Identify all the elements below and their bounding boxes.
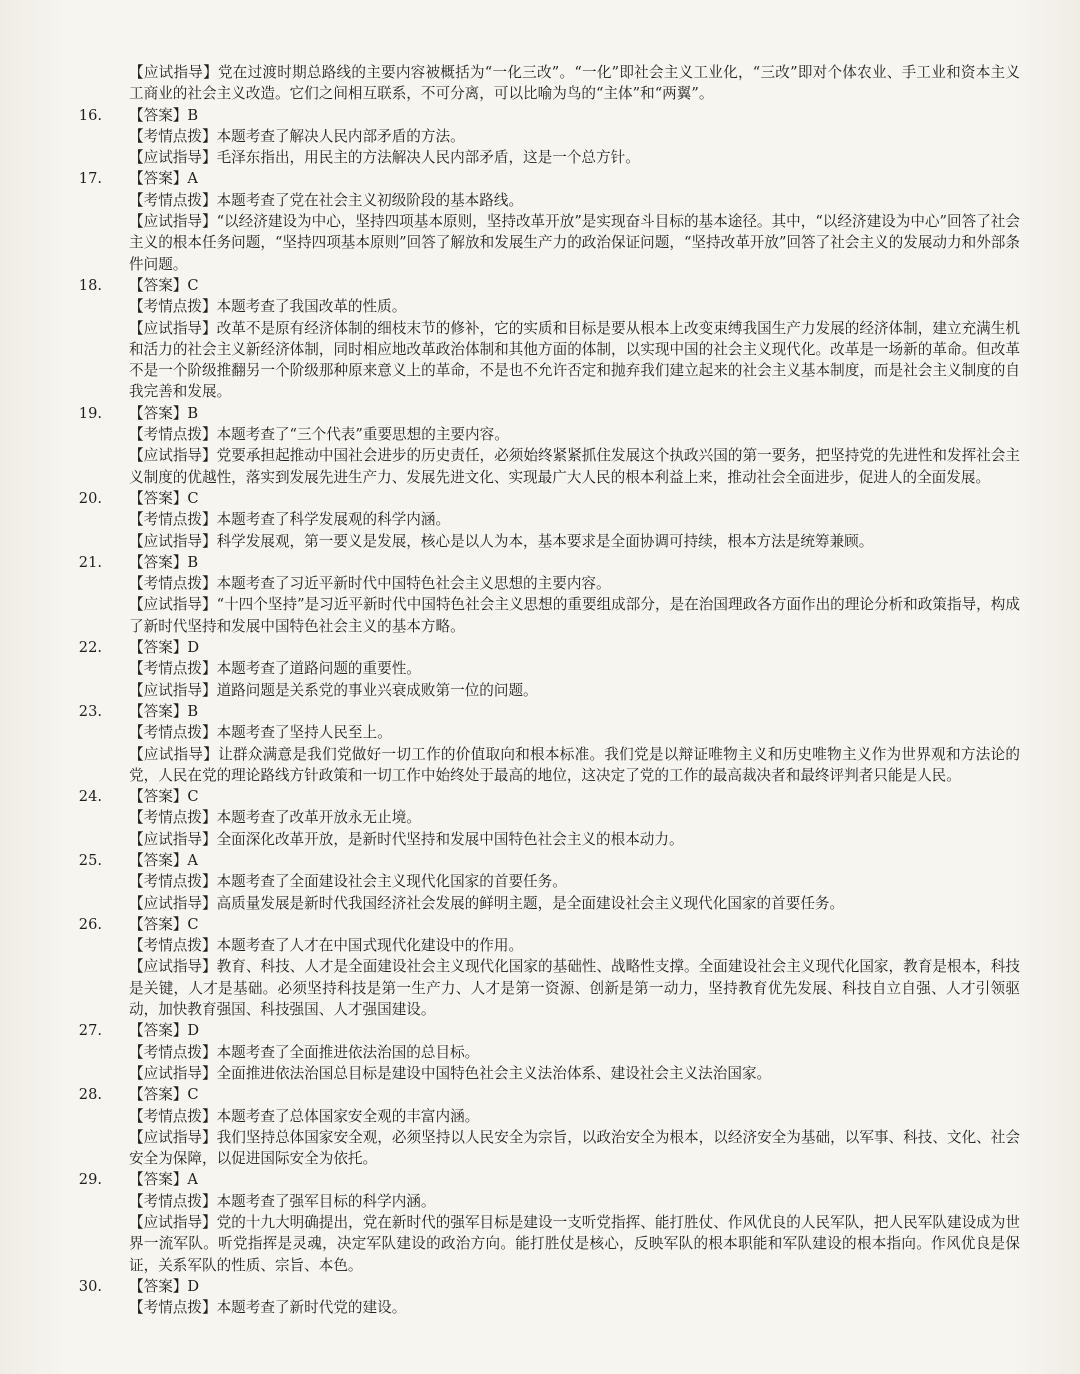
- point-label: 【考情点拨】: [129, 873, 217, 891]
- question-number: 27.: [78, 1022, 102, 1040]
- exam-guide: [106, 829, 1022, 850]
- exam-point: [106, 424, 1022, 445]
- guide-text: 道路问题是关系党的事业兴衰成败第一位的问题。: [216, 681, 538, 699]
- answer-item: [78, 488, 1022, 552]
- question-number: 26.: [78, 915, 102, 933]
- exam-guide: [106, 211, 1022, 275]
- answer-item: [78, 403, 1022, 488]
- answer-line: [78, 786, 1022, 807]
- answer-line: [78, 403, 1022, 424]
- exam-point: [106, 190, 1022, 211]
- answer-label: 【答案】: [129, 639, 188, 657]
- answer-choice: A: [187, 1171, 198, 1189]
- guide-text: 全面深化改革开放，是新时代坚持和发展中国特色社会主义的根本动力。: [216, 830, 684, 848]
- question-number: 18.: [78, 276, 102, 294]
- guide-label: 【应试指导】: [129, 149, 217, 167]
- guide-label: 【应试指导】: [129, 958, 217, 976]
- point-text: 本题考查了全面建设社会主义现代化国家的首要任务。: [216, 873, 567, 891]
- answer-item: [78, 637, 1022, 701]
- guide-label: 【应试指导】: [129, 894, 217, 912]
- question-number: 24.: [78, 788, 102, 806]
- answer-line: [78, 701, 1022, 722]
- answer-label: 【答案】: [129, 702, 188, 720]
- intro-guide: [106, 62, 1022, 105]
- answer-label: 【答案】: [129, 553, 188, 571]
- answer-item: [78, 552, 1022, 637]
- exam-point: [106, 871, 1022, 892]
- point-text: 本题考查了全面推进依法治国的总目标。: [216, 1043, 480, 1061]
- answer-choice: D: [187, 639, 200, 657]
- guide-text: 党要承担起推动中国社会进步的历史责任，必须始终紧紧抓住发展这个执政兴国的第一要务，把坚持党的先进性和发挥社会主义制度的优越性，落实到发展先进生产力、发展先进文化、实现最广大人民的根本利益上来，推动社会全面进步，促进人的全面发展。: [129, 447, 1020, 486]
- guide-text: 全面推进依法治国总目标是建设中国特色社会主义法治体系、建设社会主义法治国家。: [216, 1064, 772, 1082]
- point-text: 本题考查了党在社会主义初级阶段的基本路线。: [216, 191, 524, 209]
- guide-label: 【应试指导】: [129, 1214, 217, 1232]
- guide-text: 改革不是原有经济体制的细枝末节的修补，它的实质和目标是要从根本上改变束缚我国生产力发展的经济体制，建立充满生机和活力的社会主义新经济体制，同时相应地改革政治体制和其他方面的体制，以实现中国的社会主义现代化。改革是一场新的革命。但改革不是一个阶级推翻另一个阶级那种原来意义上的革命，不是也不允许否定和抛弃我们建立起来的社会主义基本制度，而是社会主义制度的自我完善和发展。: [129, 319, 1020, 401]
- point-label: 【考情点拨】: [129, 1107, 217, 1125]
- point-text: 本题考查了总体国家安全观的丰富内涵。: [216, 1107, 480, 1125]
- exam-guide: [106, 531, 1022, 552]
- exam-point: [106, 807, 1022, 828]
- point-label: 【考情点拨】: [129, 511, 217, 529]
- guide-label: 【应试指导】: [129, 596, 217, 614]
- question-number: 29.: [78, 1171, 102, 1189]
- question-number: 20.: [78, 489, 102, 507]
- guide-text: 毛泽东指出，用民主的方法解决人民内部矛盾，这是一个总方针。: [216, 149, 640, 167]
- answer-key-content: [78, 62, 1022, 1319]
- answer-choice: D: [187, 1022, 200, 1040]
- guide-text: 党在过渡时期总路线的主要内容被概括为“一化三改”。“一化”即社会主义工业化，“三改”即对个体农业、手工业和资本主义工商业的社会主义改造。它们之间相互联系，不可分离，可以比喻为鸟的“主体”和“两翼”。: [129, 64, 1020, 103]
- point-label: 【考情点拨】: [129, 1299, 217, 1317]
- exam-guide: [106, 1063, 1022, 1084]
- answer-label: 【答案】: [129, 1022, 188, 1040]
- answer-item: [78, 1084, 1022, 1169]
- question-number: 25.: [78, 851, 102, 869]
- answer-item: [78, 168, 1022, 274]
- point-label: 【考情点拨】: [129, 937, 217, 955]
- point-label: 【考情点拨】: [129, 724, 217, 742]
- answer-item: [78, 1020, 1022, 1084]
- exam-guide: [106, 147, 1022, 168]
- answer-label: 【答案】: [129, 1171, 188, 1189]
- point-label: 【考情点拨】: [129, 1043, 217, 1061]
- exam-guide: [106, 594, 1022, 637]
- answer-choice: B: [187, 553, 199, 571]
- exam-guide: [106, 893, 1022, 914]
- point-label: 【考情点拨】: [129, 809, 217, 827]
- guide-label: 【应试指导】: [129, 1128, 217, 1146]
- answer-label: 【答案】: [129, 276, 188, 294]
- question-number: 19.: [78, 404, 102, 422]
- exam-guide: [106, 445, 1022, 488]
- exam-point: [106, 1106, 1022, 1127]
- exam-point: [106, 1297, 1022, 1318]
- point-text: 本题考查了我国改革的性质。: [216, 298, 407, 316]
- guide-label: 【应试指导】: [129, 1064, 217, 1082]
- question-number: 28.: [78, 1086, 102, 1104]
- guide-text: 让群众满意是我们党做好一切工作的价值取向和根本标准。我们党是以辩证唯物主义和历史唯物主义作为世界观和方法论的党，人民在党的理论路线方针政策和一切工作中始终处于最高的地位，这决定了党的工作的最高裁决者和最终评判者只能是人民。: [129, 745, 1020, 784]
- answer-choice: C: [187, 1086, 199, 1104]
- answer-item: [78, 701, 1022, 786]
- answer-choice: B: [187, 702, 199, 720]
- guide-text: “十四个坚持”是习近平新时代中国特色社会主义思想的重要组成部分，是在治国理政各方面作出的理论分析和政策指导，构成了新时代坚持和发展中国特色社会主义的基本方略。: [129, 596, 1020, 635]
- answer-label: 【答案】: [129, 915, 188, 933]
- answer-label: 【答案】: [129, 788, 188, 806]
- guide-text: 党的十九大明确提出，党在新时代的强军目标是建设一支听党指挥、能打胜仗、作风优良的人民军队，把人民军队建设成为世界一流军队。听党指挥是灵魂，决定军队建设的政治方向。能打胜仗是核心，反映军队的根本职能和军队建设的根本指向。作风优良是保证，关系军队的性质、宗旨、本色。: [129, 1214, 1020, 1274]
- answer-label: 【答案】: [129, 404, 188, 422]
- answer-line: [78, 1276, 1022, 1297]
- guide-label: 【应试指导】: [129, 532, 217, 550]
- point-label: 【考情点拨】: [129, 1192, 217, 1210]
- exam-point: [106, 1191, 1022, 1212]
- guide-label: 【应试指导】: [129, 745, 219, 763]
- answer-line: [78, 105, 1022, 126]
- answer-label: 【答案】: [129, 170, 188, 188]
- answer-choice: B: [187, 106, 199, 124]
- answer-line: [78, 168, 1022, 189]
- answer-label: 【答案】: [129, 489, 188, 507]
- guide-label: 【应试指导】: [129, 447, 217, 465]
- exam-point: [106, 935, 1022, 956]
- guide-text: 教育、科技、人才是全面建设社会主义现代化国家的基础性、战略性支撑。全面建设社会主义现代化国家，教育是根本，科技是关键，人才是基础。必须坚持科技是第一生产力、人才是第一资源、创新是第一动力，坚持教育优先发展、科技自立自强、人才引领驱动，加快教育强国、科技强国、人才强国建设。: [129, 958, 1020, 1019]
- answer-label: 【答案】: [129, 1277, 188, 1295]
- answer-label: 【答案】: [129, 1086, 188, 1104]
- answer-label: 【答案】: [129, 851, 188, 869]
- exam-guide: [106, 1127, 1022, 1170]
- guide-text: 高质量发展是新时代我国经济社会发展的鲜明主题，是全面建设社会主义现代化国家的首要任务。: [216, 894, 845, 912]
- answer-line: [78, 1020, 1022, 1041]
- guide-label: 【应试指导】: [129, 319, 217, 337]
- exam-guide: [106, 1212, 1022, 1276]
- exam-point: [106, 126, 1022, 147]
- guide-label: 【应试指导】: [129, 830, 217, 848]
- question-number: 22.: [78, 639, 102, 657]
- answer-choice: C: [187, 788, 199, 806]
- point-text: 本题考查了道路问题的重要性。: [216, 660, 421, 678]
- answer-item: [78, 275, 1022, 403]
- answer-line: [78, 1084, 1022, 1105]
- point-text: 本题考查了科学发展观的科学内涵。: [216, 511, 451, 529]
- answer-line: [78, 850, 1022, 871]
- point-text: 本题考查了“三个代表”重要思想的主要内容。: [216, 426, 509, 444]
- answer-item: [78, 105, 1022, 169]
- exam-point: [106, 722, 1022, 743]
- answer-line: [78, 1169, 1022, 1190]
- answer-list: [78, 105, 1022, 1319]
- point-text: 本题考查了习近平新时代中国特色社会主义思想的主要内容。: [216, 575, 611, 593]
- answer-choice: C: [187, 276, 199, 294]
- answer-line: [78, 488, 1022, 509]
- exam-point: [106, 296, 1022, 317]
- question-number: 17.: [78, 170, 102, 188]
- answer-line: [78, 637, 1022, 658]
- answer-choice: C: [187, 915, 199, 933]
- answer-choice: B: [187, 404, 199, 422]
- answer-choice: C: [187, 489, 199, 507]
- question-number: 23.: [78, 702, 102, 720]
- answer-line: [78, 914, 1022, 935]
- guide-label: 【应试指导】: [129, 64, 218, 81]
- point-text: 本题考查了强军目标的科学内涵。: [216, 1192, 436, 1210]
- point-text: 本题考查了解决人民内部矛盾的方法。: [216, 127, 465, 145]
- guide-text: 我们坚持总体国家安全观，必须坚持以人民安全为宗旨，以政治安全为根本，以经济安全为基础，以军事、科技、文化、社会安全为保障，以促进国际安全为依托。: [129, 1128, 1020, 1168]
- answer-line: [78, 552, 1022, 573]
- exam-guide: [106, 956, 1022, 1020]
- point-text: 本题考查了人才在中国式现代化建设中的作用。: [216, 937, 524, 955]
- point-label: 【考情点拨】: [129, 660, 217, 678]
- answer-item: [78, 914, 1022, 1020]
- point-text: 本题考查了坚持人民至上。: [216, 724, 392, 742]
- answer-item: [78, 786, 1022, 850]
- exam-guide: [106, 680, 1022, 701]
- exam-point: [106, 658, 1022, 679]
- exam-point: [106, 1042, 1022, 1063]
- point-label: 【考情点拨】: [129, 298, 217, 316]
- exam-guide: [106, 318, 1022, 403]
- answer-choice: A: [187, 851, 198, 869]
- exam-point: [106, 509, 1022, 530]
- guide-text: 科学发展观，第一要义是发展，核心是以人为本，基本要求是全面协调可持续，根本方法是统筹兼顾。: [216, 532, 874, 550]
- point-label: 【考情点拨】: [129, 127, 217, 145]
- question-number: 30.: [78, 1277, 102, 1295]
- point-label: 【考情点拨】: [129, 575, 217, 593]
- exam-point: [106, 573, 1022, 594]
- question-number: 21.: [78, 553, 102, 571]
- point-label: 【考情点拨】: [129, 191, 217, 209]
- answer-choice: D: [187, 1277, 200, 1295]
- guide-text: “以经济建设为中心，坚持四项基本原则，坚持改革开放”是实现奋斗目标的基本途径。其中，“以经济建设为中心”回答了社会主义的根本任务问题，“坚持四项基本原则”回答了解放和发展生产力的政治保证问题，“坚持改革开放”回答了社会主义的发展动力和外部条件问题。: [129, 213, 1020, 273]
- point-label: 【考情点拨】: [129, 426, 217, 444]
- point-text: 本题考查了改革开放永无止境。: [216, 809, 421, 827]
- answer-choice: A: [187, 170, 198, 188]
- guide-label: 【应试指导】: [129, 681, 217, 699]
- answer-label: 【答案】: [129, 106, 188, 124]
- answer-line: [78, 275, 1022, 296]
- point-text: 本题考查了新时代党的建设。: [216, 1299, 407, 1317]
- answer-item: [78, 1276, 1022, 1319]
- exam-guide: [106, 744, 1022, 787]
- answer-item: [78, 1169, 1022, 1275]
- guide-label: 【应试指导】: [129, 213, 217, 231]
- question-number: 16.: [78, 106, 102, 124]
- answer-item: [78, 850, 1022, 914]
